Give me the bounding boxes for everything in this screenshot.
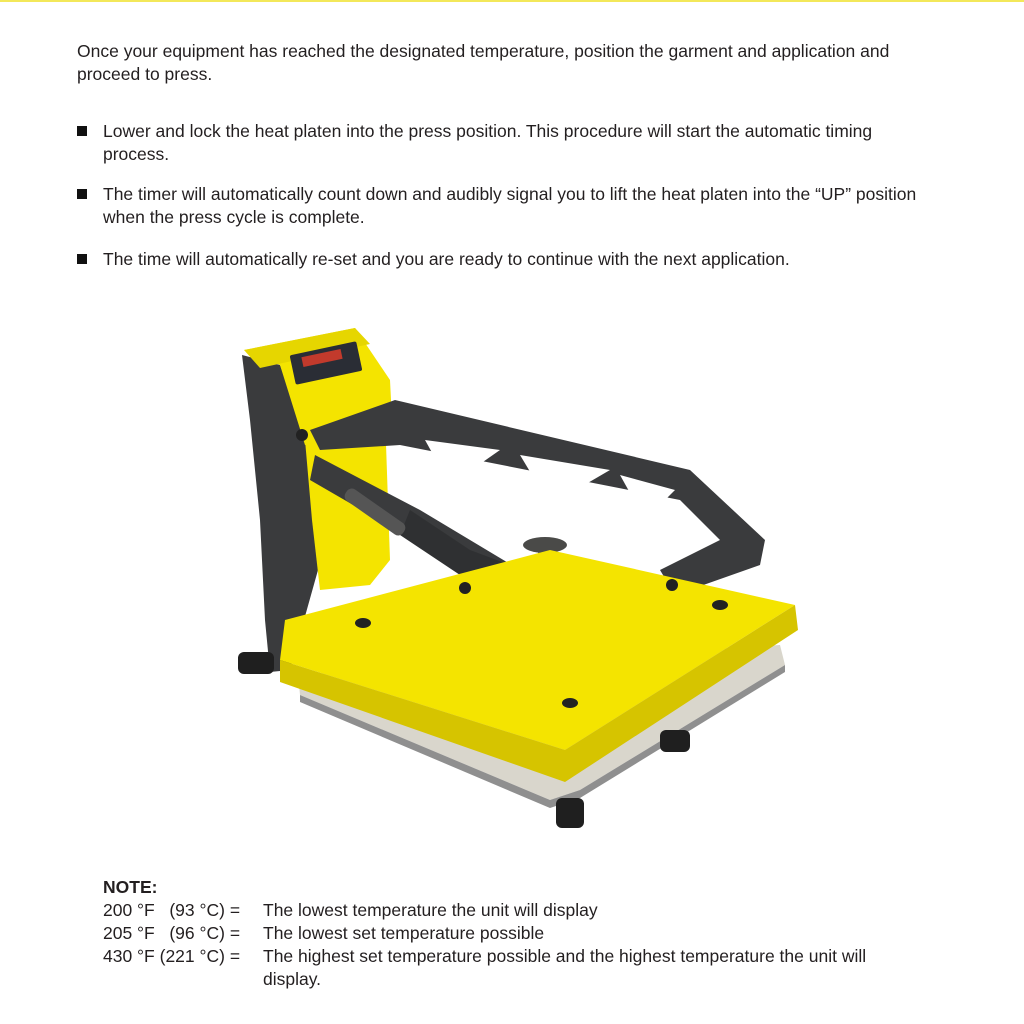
pivot-bolt xyxy=(296,429,308,441)
step-text: Lower and lock the heat platen into the press position. This procedure will start the automatic timing process. xyxy=(103,121,873,164)
note-temperature: 205 °F (96 °C) = xyxy=(103,923,241,943)
platen-hole xyxy=(562,698,578,708)
step-list xyxy=(77,120,927,271)
note-temperature: 430 °F (221 °C) = xyxy=(103,946,241,966)
heat-press-image xyxy=(220,320,810,840)
note-description: The lowest temperature the unit will display xyxy=(263,900,598,920)
pivot-bolt xyxy=(459,582,471,594)
square-bullet-icon xyxy=(77,126,87,136)
note-description: The highest set temperature possible and the highest temperature the unit will display. xyxy=(263,946,867,989)
note-row xyxy=(103,899,903,922)
screw-knob xyxy=(523,537,567,553)
foot xyxy=(556,798,584,828)
intro-paragraph: Once your equipment has reached the designated temperature, position the garment and application and proceed to press. xyxy=(77,41,890,84)
square-bullet-icon xyxy=(77,254,87,264)
note-row xyxy=(103,922,903,945)
note-section xyxy=(103,876,903,991)
step-text: The timer will automatically count down and audibly signal you to lift the heat platen into the “UP” position when the press cycle is complete. xyxy=(103,184,917,227)
platen-hole xyxy=(712,600,728,610)
note-row xyxy=(103,945,903,991)
foot xyxy=(238,652,274,674)
list-item xyxy=(77,183,927,229)
step-text: The time will automatically re-set and you are ready to continue with the next application. xyxy=(103,249,790,269)
top-rule xyxy=(0,0,1024,2)
foot xyxy=(660,730,690,752)
note-description: The lowest set temperature possible xyxy=(263,923,545,943)
list-item xyxy=(77,248,927,271)
list-item xyxy=(77,120,927,166)
platen-hole xyxy=(355,618,371,628)
note-temperature: 200 °F (93 °C) = xyxy=(103,900,241,920)
square-bullet-icon xyxy=(77,189,87,199)
note-title: NOTE: xyxy=(103,877,158,897)
pivot-bolt xyxy=(666,579,678,591)
